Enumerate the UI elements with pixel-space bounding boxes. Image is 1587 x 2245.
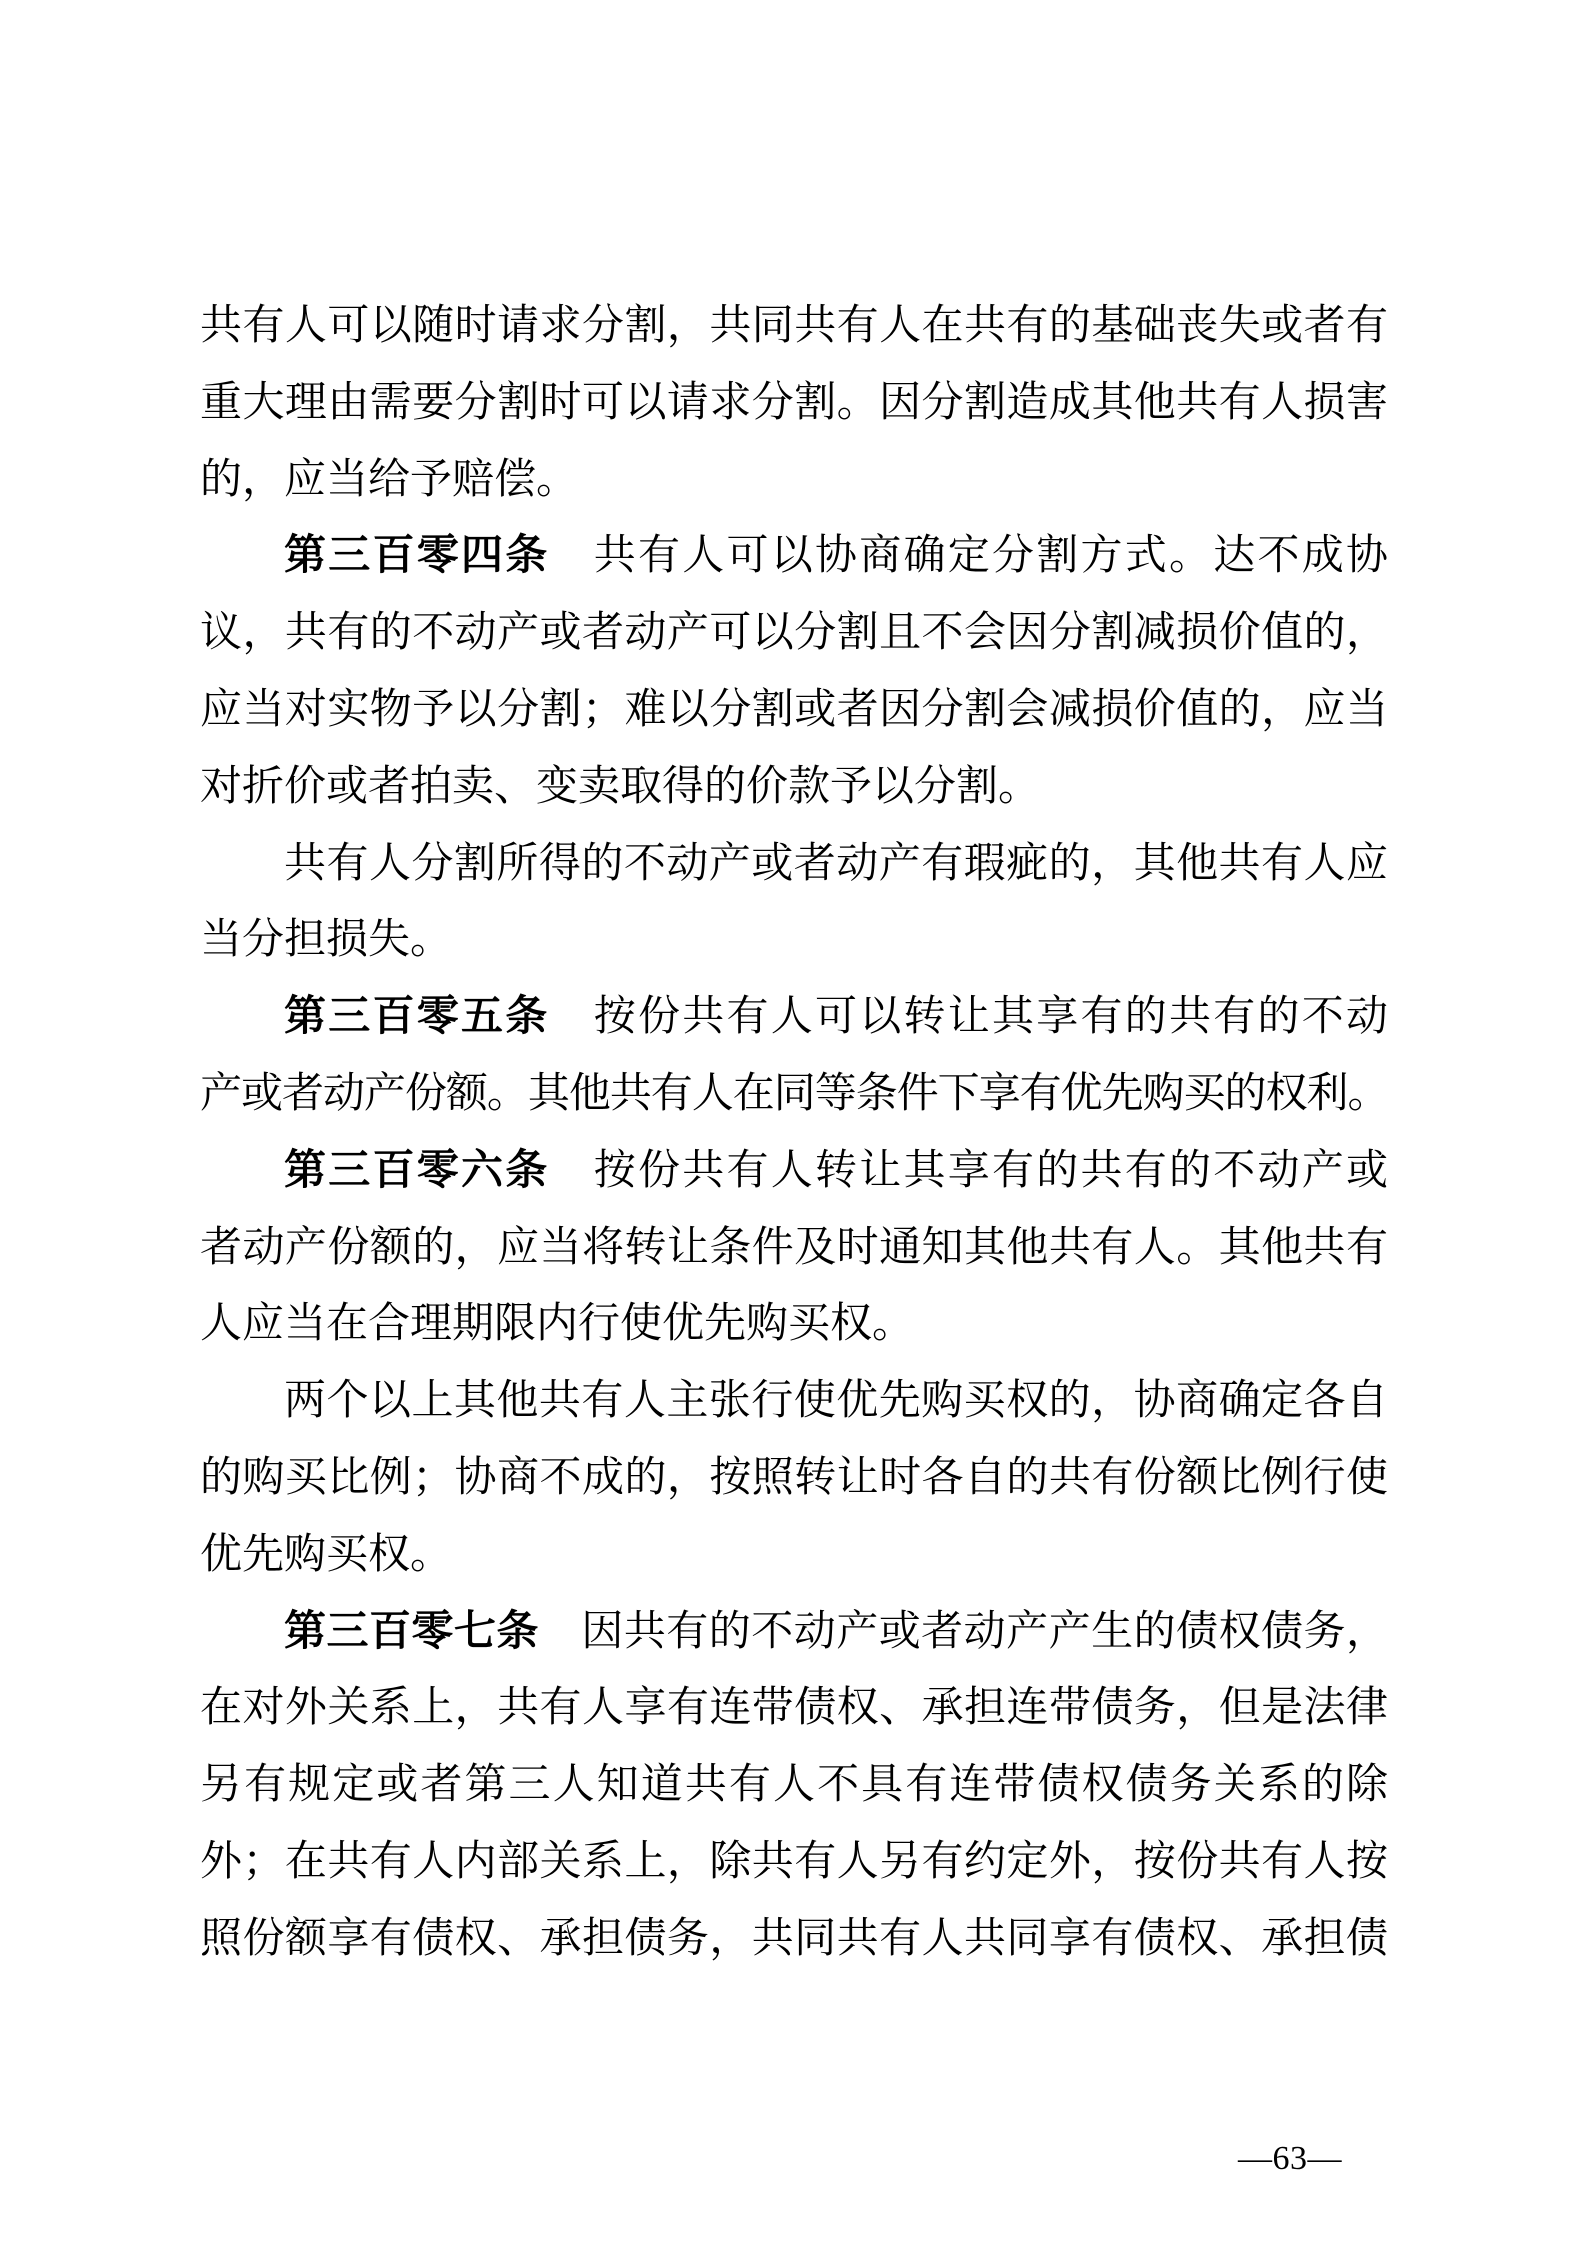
text-segment: 按份共有人可以转让其享有的共有的不动 — [549, 994, 1388, 1041]
text-segment: 议，共有的不动产或者动产可以分割且不会因分割减损价值的， — [200, 610, 1388, 657]
article-number: 第三百零五条 — [284, 994, 550, 1041]
text-line — [200, 1670, 1388, 1747]
text-line — [200, 442, 1388, 519]
text-line — [200, 1210, 1388, 1287]
text-line — [200, 1747, 1388, 1824]
text-segment: 者动产份额的，应当将转让条件及时通知其他共有人。其他共有 — [200, 1224, 1388, 1271]
text-segment: 对折价或者拍卖、变卖取得的价款予以分割。 — [200, 763, 1041, 810]
text-segment: 在对外关系上，共有人享有连带债权、承担连带债务，但是法律 — [200, 1685, 1388, 1732]
text-segment: 共有人可以协商确定分割方式。达不成协 — [549, 533, 1388, 580]
text-line — [200, 1133, 1388, 1210]
text-line — [200, 1056, 1388, 1133]
text-line — [200, 826, 1388, 903]
text-line — [200, 1594, 1388, 1671]
text-segment: 照份额享有债权、承担债务，共同共有人共同享有债权、承担债 — [200, 1915, 1388, 1962]
text-line — [200, 1440, 1388, 1517]
text-segment: 因共有的不动产或者动产产生的债权债务， — [538, 1608, 1388, 1655]
text-segment: 重大理由需要分割时可以请求分割。因分割造成其他共有人损害 — [200, 379, 1388, 426]
text-segment: 外；在共有人内部关系上，除共有人另有约定外，按份共有人按 — [200, 1838, 1388, 1885]
text-segment: 两个以上其他共有人主张行使优先购买权的，协商确定各自 — [284, 1378, 1388, 1425]
text-line — [200, 1901, 1388, 1978]
page-number: —63— — [1238, 2140, 1342, 2177]
article-number: 第三百零七条 — [284, 1608, 539, 1655]
text-segment: 共有人可以随时请求分割，共同共有人在共有的基础丧失或者有 — [200, 303, 1388, 349]
text-segment: 当分担损失。 — [200, 917, 453, 964]
text-segment: 的，应当给予赔偿。 — [200, 456, 579, 503]
text-line — [200, 1517, 1388, 1594]
text-line — [200, 749, 1388, 826]
article-number: 第三百零六条 — [284, 1147, 550, 1194]
text-line — [200, 288, 1388, 365]
text-segment: 产或者动产份额。其他共有人在同等条件下享有优先购买的权利。 — [200, 1070, 1388, 1117]
article-number: 第三百零四条 — [284, 533, 550, 580]
text-segment: 应当对实物予以分割；难以分割或者因分割会减损价值的，应当 — [200, 686, 1388, 733]
text-line — [200, 365, 1388, 442]
text-line — [200, 902, 1388, 979]
text-segment: 按份共有人转让其享有的共有的不动产或 — [549, 1147, 1388, 1194]
text-segment: 的购买比例；协商不成的，按照转让时各自的共有份额比例行使 — [200, 1454, 1388, 1501]
text-segment: 人应当在合理期限内行使优先购买权。 — [200, 1301, 915, 1348]
text-line — [200, 595, 1388, 672]
text-line — [200, 518, 1388, 595]
document-body — [200, 288, 1388, 1978]
text-line — [200, 979, 1388, 1056]
text-line — [200, 1824, 1388, 1901]
text-line — [200, 1363, 1388, 1440]
text-line — [200, 1286, 1388, 1363]
text-segment: 共有人分割所得的不动产或者动产有瑕疵的，其他共有人应 — [284, 840, 1388, 887]
text-segment: 优先购买权。 — [200, 1531, 453, 1578]
text-line — [200, 672, 1388, 749]
text-segment: 另有规定或者第三人知道共有人不具有连带债权债务关系的除 — [200, 1762, 1388, 1809]
